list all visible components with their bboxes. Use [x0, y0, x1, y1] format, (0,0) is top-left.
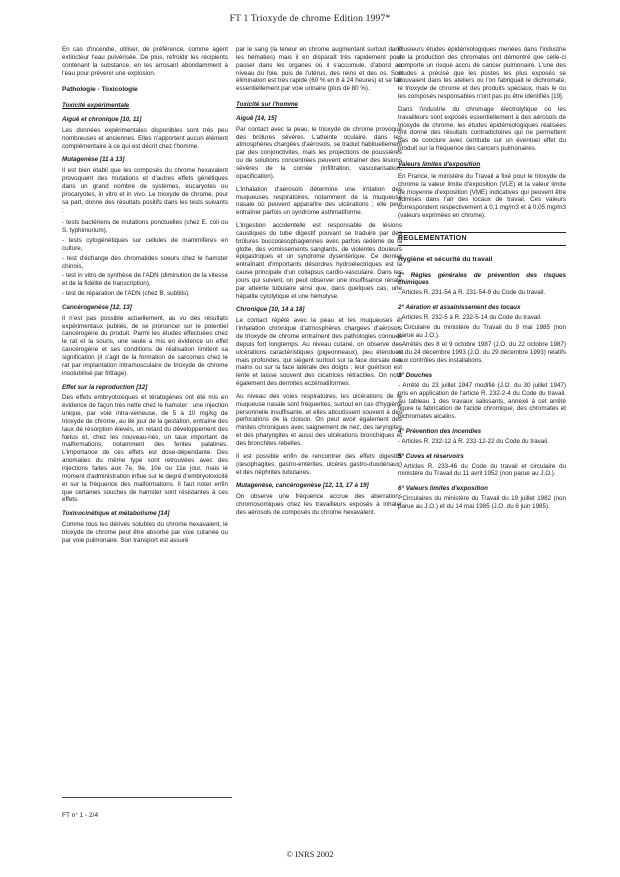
paragraph: L'inhalation d'aérosols détermine une irritation des muqueuses respiratoires, notamment de la muqueuse nasale où peuvent apparaître des ulcérations ; elle peut entraîner parfois un syndrome asthmatiforme.	[236, 185, 402, 217]
paragraph: Il est bien établi que les composés du chrome hexavalent provoquent des mutations et d'autres effets génétiques dans un grand nombre de systèmes, eucaryotes ou procaryotes, in vitro et in vivo. Le trioxyde de chrome, pour sa part, donne des résultats positifs dans les tests suivants :	[62, 167, 228, 214]
paragraph: En France, le ministère du Travail a fixé pour le trioxyde de chrome la valeur limite d'exposition (VLE) et la valeur limite de moyenne d'exposition (VME) indicatives qui peuvent être admises dans l'air des locaux de travail. Ces valeurs correspondent respectivement à 0,1 mg/m3 et à 0,05 mg/m3 (valeurs exprimées en chrome).	[398, 172, 566, 220]
paragraph: Au niveau des voies respiratoires, les ulcérations de la muqueuse nasale sont fréquentes, surtout en cas d'hygiène personnelle insuffisante, et elles aboutissent souvent à des perforations de la cloison. On peut avoir également des rhinites chroniques avec saignement de nez, des laryngites et des pharyngites et aussi des ulcérations bronchiques et des bronchites rebelles.	[236, 392, 402, 447]
subsection-heading: Aiguë et chronique [10, 11]	[62, 116, 142, 124]
numbered-heading: 1° Règles générales de prévention des risques chimiques	[398, 271, 566, 287]
list-item: - Circulaire du ministère du Travail du 9 mai 1985 (non parue au J.O.).	[398, 323, 566, 339]
paragraph: Il est possible enfin de rencontrer des effets digestifs (œsophagites, gastro-entérites, ulcères gastro-duodénaux) et des néphrites tubulaires.	[236, 452, 402, 476]
paragraph: - Articles R. 231-54 à R. 231-54-9 du Code du travail.	[398, 289, 546, 297]
section-heading: Pathologie - Toxicologie	[62, 86, 138, 94]
paragraph: Les données expérimentales disponibles sont très peu nombreuses et anciennes. Elles n'apportent aucun élément complémentaire à ce qui est décrit chez l'homme.	[62, 126, 228, 150]
paragraph: - Arrêtés des 8 et 9 octobre 1987 (J.O. du 22 octobre 1987) et du 24 décembre 1993 (J.O. du 29 décembre 1993) relatifs aux contrôles des installations.	[398, 341, 566, 365]
subsection-heading: Mutagenèse [11 à 13]	[62, 156, 125, 164]
paragraph: L'ingestion accidentelle est responsable de lésions caustiques du tube digestif pouvant se traduire par des brûlures buccoœsophagiennes avec parfois œdème de la glotte, des vomissements sanglants, de violentes douleurs épigastriques et un syndrome dysentérique. Ce dernier entraînant d'importants désordres hydroélectriques est la cause principale d'un collapsus cardio-vasculaire. Dans les jours qui suivent, on peut observer une insuffisance rénale par atteinte tubulaire ainsi que, dans quelques cas, une hépatite cytolytique et une hémolyse.	[236, 222, 402, 300]
numbered-heading: 4° Prévention des incendies	[398, 428, 482, 436]
subsection-heading: Toxicité expérimentale	[62, 102, 130, 110]
section-heading: Hygiène et sécurité du travail	[398, 255, 493, 263]
column-2	[236, 46, 402, 522]
numbered-heading: 5° Cuves et réservoirs	[398, 452, 464, 460]
subsection-heading: Toxicocinétique et métabolisme [14]	[62, 510, 170, 518]
paragraph: - Arrêté du 23 juillet 1947 modifié (J.O. du 30 juillet 1947) pris en application de l'article R. 232-2-4 du Code du travail. Au tableau 1 des travaux salissants, annexé à cet arrêté figure la fabrication de l'acide chromique, des chromates et bichromates alcalins.	[398, 381, 566, 421]
list-item: - test in vitro de synthèse de l'ADN (diminution de la vitesse et de la fidélité de transcription),	[62, 272, 228, 288]
numbered-heading: 2° Aération et assainissement des locaux	[398, 304, 521, 312]
subsection-heading: Toxicité sur l'homme	[236, 101, 299, 109]
numbered-heading: 6° Valeurs limites d'exposition	[398, 485, 488, 493]
footer-page-number: FT n° 1 - 2/4	[62, 812, 99, 819]
footer-copyright: © INRS 2002	[286, 849, 334, 859]
paragraph: Il n'est pas possible actuellement, au vu des résultats expérimentaux publiés, de se prononcer sur le potentiel cancérogène du produit. Parmi les études effectuées chez le rat et la souris, une seule a mis en évidence un effet cancérogène et ses conditions de réalisation limitent sa signification (il s'agit de la formation de sarcomes chez le rat par implantation intramusculaire de trioxyde de chrome insolubilisé par frittage).	[62, 314, 228, 377]
paragraph: Dans l'industrie du chromage électrolytique où les travailleurs sont exposés essentiellement à des aérosols de trioxyde de chrome, les études épidémiologiques réalisées ont donné des résultats contradictoires qui ne permettent pas de conclure avec certitude sur un éventuel effet du produit sur la fréquence des cancers pulmonaires.	[398, 105, 566, 153]
paragraph: par le sang (la teneur en chrome augmentant surtout dans les hématies) mais il en disparaît très rapidement pour passer dans les organes où il s'accumule, d'abord au niveau du foie, puis de l'utérus, des reins et des os. Son élimination est très rapide (60 % en 8 à 24 heures) et se fait essentiellement par voie urinaire (plus de 80 %).	[236, 46, 402, 93]
section-heading-reglementation: REGLEMENTATION	[398, 232, 566, 246]
page-header: FT 1 Trioxyde de chrome Edition 1997*	[229, 14, 391, 24]
subsection-heading: Chronique [10, 14 à 18]	[236, 306, 305, 314]
list-item: - test d'échange des chromatides soeurs chez le hamster chinois,	[62, 254, 228, 270]
footer-rule	[62, 797, 232, 798]
list-item: - tests bactériens de mutations ponctuelles (chez E. coli ou S. typhimurium),	[62, 219, 228, 235]
column-1	[62, 46, 228, 550]
paragraph: Le contact répété avec la peau et les muqueuses et l'inhalation chronique d'atmosphères chargées d'aérosols de trioxyde de chrome entraînent des pathologies connues depuis fort longtemps. Au niveau cutané, on observe des ulcérations caractéristiques (pigeonneaux), peu étendues mais profondes, qui siègent surtout sur la face dorsale des mains ou sur la face latérale des doigts ; leur guérison est lente et laisse souvent des cicatrices rétractiles. On note également des dermites eczématiformes.	[236, 317, 402, 388]
column-3	[398, 46, 566, 516]
paragraph: Comme tous les dérivés solubles du chrome hexavalent, le trioxyde de chrome peut être absorbé par voie cutanée ou par voie pulmonaire. Son transport est assuré	[62, 521, 228, 544]
list-item: - Articles R. 232-5 à R. 232-5-14 du Code du travail.	[398, 313, 542, 321]
paragraph: - test de réparation de l'ADN (chez B. subtilis).	[62, 290, 190, 298]
subsection-heading: Aiguë [14, 15]	[236, 114, 277, 122]
subsection-heading: Mutagenèse, cancérogenèse [12, 13, 17 à 19]	[236, 482, 369, 490]
paragraph: On observe une fréquence accrue des aberrations chromosomiques chez les travailleurs exposés à inhaler des aérosols de composés du chrome hexavalent.	[236, 493, 402, 516]
paragraph: - Articles R. 233-46 du Code du travail et circulaire du ministère du Travail du 11 avril 1952 (non parue au J.O.).	[398, 462, 566, 478]
paragraph: En cas d'incendie, utiliser, de préférence, comme agent extincteur l'eau pulvérisée. De plus, refroidir les récipients contenant la substance, en les arrosant abondamment à l'eau pour prévenir une explosion.	[62, 46, 228, 77]
paragraph: - Articles R. 232-12 à R. 232-12-22 du Code du travail.	[398, 437, 549, 445]
subsection-heading: Cancérogenèse [12, 13]	[62, 303, 132, 311]
paragraph: Des effets embryotoxiques et tératogènes ont été mis en évidence de façon très nette chez le hamster : une injection unique, par voie intra-veineuse, de 5 à 10 mg/kg de trioxyde de chrome, au 8e jour de la gestation, entraîne des taux de résorption élevés, un retard du développement des fœtus et, chez les nouveau-nés, un taux important de malformations, notamment des fentes palatines. L'importance de ces effets est dose-dépendante. Des anomalies du même type sont retrouvées avec des injections faites aux 7e, 9e, 10e ou 11e jour, mais le moment d'administration influe sur le degré d'embryotoxicité et sur la fréquence des malformations. Il faut noter enfin que certaines souches de hamster sont résistantes à ces effets.	[62, 394, 229, 504]
paragraph: Par contact avec la peau, le trioxyde de chrome provoque des brûlures sévères. L'atteinte oculaire, dans les atmosphères chargées d'aérosols, se traduit habituellement par des conjonctivites, mais les projections de poussières ou de solutions concentrées peuvent entraîner des lésions sévères de la cornée (infiltration, vascularisation, opacification).	[236, 125, 402, 180]
paragraph: - Circulaires du ministère du Travail du 19 juillet 1982 (non parue au J.O.) et du 14 mai 1985 (J.O. du 6 juin 1985).	[398, 495, 566, 510]
subsection-heading: Valeurs limites d'exposition	[398, 160, 481, 168]
paragraph: Plusieurs études épidémiologiques menées dans l'industrie de la production des chromates ont démontré que celle-ci comporte un risque accru de cancer pulmonaire. L'une des études a précisé que les postes les plus exposés se trouvaient dans les ateliers où l'on fabriquait le dichromate, le trioxyde de chrome et des produits spéciaux, mais le ou les composés responsables n'ont pas pu être identifiés [19].	[398, 46, 566, 101]
subsection-heading: Effet sur la reproduction [12]	[62, 383, 148, 391]
list-item: - tests cytogénétiques sur cellules de mammifères en culture,	[62, 237, 228, 252]
numbered-heading: 3° Douches	[398, 372, 433, 379]
